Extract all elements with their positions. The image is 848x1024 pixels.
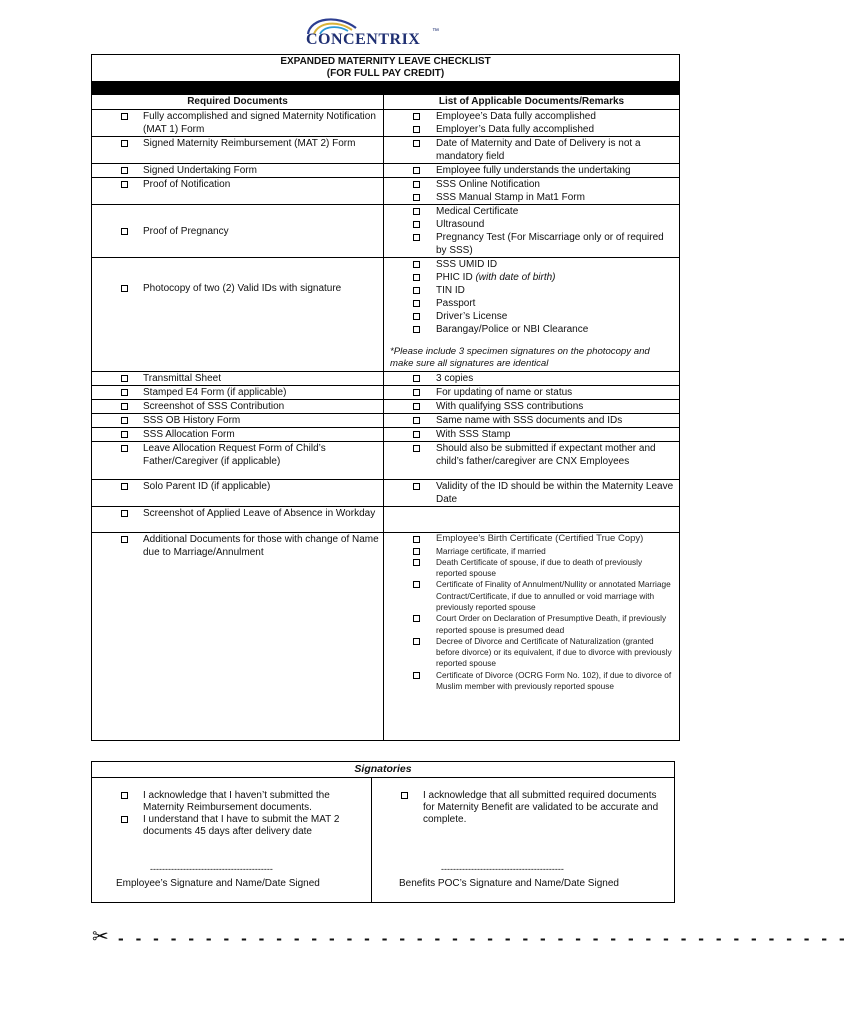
- required-doc-item: Proof of Pregnancy: [92, 225, 383, 238]
- header-required-documents: Required Documents: [92, 95, 384, 110]
- signature-note: *Please include 3 specimen signatures on the photocopy and make sure all signatures are identical: [390, 346, 650, 369]
- checkbox[interactable]: [413, 445, 420, 452]
- checkbox[interactable]: [121, 417, 128, 424]
- remarks-cell: [384, 110, 680, 137]
- checkbox[interactable]: [121, 403, 128, 410]
- checkbox[interactable]: [121, 445, 128, 452]
- checklist-title: [92, 55, 680, 82]
- checkbox[interactable]: [413, 672, 420, 679]
- checkbox[interactable]: [413, 221, 420, 228]
- table-row: [92, 110, 680, 137]
- table-row: [92, 442, 680, 480]
- table-row: [92, 400, 680, 414]
- checkbox[interactable]: [413, 389, 420, 396]
- employee-signature-section: [92, 778, 372, 902]
- title-row: [92, 55, 680, 82]
- phic-note: (with date of birth): [475, 272, 556, 283]
- checkbox[interactable]: [121, 113, 128, 120]
- remark-item: Employee’s Data fully accomplished: [384, 110, 679, 123]
- checkbox[interactable]: [121, 816, 128, 823]
- required-doc-cell: [92, 110, 384, 137]
- title-line-2: (FOR FULL PAY CREDIT): [326, 68, 445, 79]
- signatories-title: Signatories: [92, 762, 674, 778]
- table-row: [92, 507, 680, 533]
- table-row: [92, 372, 680, 386]
- employee-ack-mat2: I understand that I have to submit the MAT 2 documents 45 days after delivery date: [143, 814, 368, 838]
- checkbox[interactable]: [413, 431, 420, 438]
- required-doc-item: Stamped E4 Form (if applicable): [92, 386, 383, 399]
- checkbox[interactable]: [413, 194, 420, 201]
- checkbox[interactable]: [121, 792, 128, 799]
- employee-signature-label: Employee’s Signature and Name/Date Signed: [116, 878, 320, 889]
- logo-trademark: ™: [432, 28, 439, 35]
- cut-line: [92, 924, 848, 952]
- remark-item: Certificate of Finality of Annulment/Nullity or annotated Marriage Contract/Certificate, if due to annulled or void marriage with previously reported spouse: [384, 579, 679, 613]
- header-applicable-documents: List of Applicable Documents/Remarks: [384, 95, 680, 110]
- checkbox[interactable]: [121, 228, 128, 235]
- required-doc-item: Signed Maternity Reimbursement (MAT 2) Form: [92, 137, 383, 150]
- table-row: [92, 137, 680, 164]
- remark-item: Court Order on Declaration of Presumptive Death, if previously reported spouse is presumed dead: [384, 613, 679, 636]
- benefits-poc-signature-section: [372, 778, 674, 902]
- employee-signature-line[interactable]: -----------------------------------------: [150, 864, 273, 874]
- checkbox[interactable]: [121, 536, 128, 543]
- checkbox[interactable]: [413, 548, 420, 555]
- remark-item: With qualifying SSS contributions: [384, 400, 679, 413]
- table-row: [92, 428, 680, 442]
- employee-ack-reimbursement: I acknowledge that I haven’t submitted the Maternity Reimbursement documents.: [143, 790, 368, 814]
- remark-item: For updating of name or status: [384, 386, 679, 399]
- checkbox[interactable]: [413, 581, 420, 588]
- remark-item: Driver’s License: [384, 310, 679, 323]
- concentrix-logo: [300, 12, 450, 48]
- required-doc-item: Transmittal Sheet: [92, 372, 383, 385]
- required-doc-item: SSS OB History Form: [92, 414, 383, 427]
- checklist-table: [91, 54, 680, 741]
- signatories-box: [91, 761, 675, 903]
- required-doc-item: Screenshot of Applied Leave of Absence in Workday: [92, 507, 383, 520]
- poc-signature-line[interactable]: -----------------------------------------: [441, 864, 564, 874]
- checkbox[interactable]: [413, 559, 420, 566]
- checkbox[interactable]: [121, 510, 128, 517]
- remark-item: Decree of Divorce and Certificate of Naturalization (granted before divorce) or its equivalent, if due to divorce with previously reported spouse: [384, 636, 679, 670]
- remark-item: Medical Certificate: [384, 205, 679, 218]
- checkbox[interactable]: [121, 389, 128, 396]
- checkbox[interactable]: [413, 113, 420, 120]
- required-doc-item: SSS Allocation Form: [92, 428, 383, 441]
- poc-ack-validated: I acknowledge that all submitted required documents for Maternity Benefit are validated to be accurate and complete.: [423, 790, 668, 826]
- checkbox[interactable]: [121, 483, 128, 490]
- required-doc-item: Signed Undertaking Form: [92, 164, 383, 177]
- required-doc-item: Screenshot of SSS Contribution: [92, 400, 383, 413]
- remark-item: 3 copies: [384, 372, 679, 385]
- remark-item: Certificate of Divorce (OCRG Form No. 102), if due to divorce of Muslim member with previously reported spouse: [384, 670, 679, 693]
- checkbox[interactable]: [401, 792, 408, 799]
- checkbox[interactable]: [413, 403, 420, 410]
- table-row: [92, 414, 680, 428]
- remark-item: Should also be submitted if expectant mother and child’s father/caregiver are CNX Employees: [384, 442, 679, 468]
- checkbox[interactable]: [413, 287, 420, 294]
- checkbox[interactable]: [413, 300, 420, 307]
- scissors-icon: ✂: [92, 926, 109, 948]
- remark-item: SSS Manual Stamp in Mat1 Form: [384, 191, 679, 204]
- checkbox[interactable]: [121, 285, 128, 292]
- title-line-1: EXPANDED MATERNITY LEAVE CHECKLIST: [280, 56, 491, 67]
- remark-item: Validity of the ID should be within the Maternity Leave Date: [384, 480, 679, 506]
- checkbox[interactable]: [413, 126, 420, 133]
- checkbox[interactable]: [413, 234, 420, 241]
- remark-item: PHIC ID (with date of birth): [384, 271, 679, 284]
- checkbox[interactable]: [121, 140, 128, 147]
- remark-item: SSS Online Notification: [384, 178, 679, 191]
- remark-item: TIN ID: [384, 284, 679, 297]
- required-doc-item: Photocopy of two (2) Valid IDs with signature: [92, 282, 383, 295]
- remark-item: Ultrasound: [384, 218, 679, 231]
- remark-item: Employer’s Data fully accomplished: [384, 123, 679, 136]
- checkbox[interactable]: [413, 615, 420, 622]
- checkbox[interactable]: [413, 208, 420, 215]
- checkbox[interactable]: [121, 375, 128, 382]
- checkbox[interactable]: [413, 417, 420, 424]
- table-row: [92, 178, 680, 205]
- remark-item: Death Certificate of spouse, if due to death of previously reported spouse: [384, 557, 679, 580]
- checkbox[interactable]: [413, 167, 420, 174]
- empty-remarks-cell: [384, 507, 680, 533]
- checkbox[interactable]: [413, 536, 420, 543]
- checkbox[interactable]: [413, 326, 420, 333]
- remark-item: Marriage certificate, if married: [384, 546, 679, 557]
- checkbox[interactable]: [121, 181, 128, 188]
- required-doc-item: Solo Parent ID (if applicable): [92, 480, 383, 493]
- required-doc-item: Leave Allocation Request Form of Child’s Father/Caregiver (if applicable): [92, 442, 383, 468]
- remark-item: Passport: [384, 297, 679, 310]
- remark-item: Date of Maternity and Date of Delivery is not a mandatory field: [384, 137, 679, 163]
- table-row: [92, 386, 680, 400]
- checkbox[interactable]: [413, 483, 420, 490]
- remark-item: With SSS Stamp: [384, 428, 679, 441]
- checkbox[interactable]: [413, 313, 420, 320]
- black-bar-row: [92, 82, 680, 95]
- table-row: [92, 533, 680, 741]
- checkbox[interactable]: [413, 638, 420, 645]
- checkbox[interactable]: [413, 274, 420, 281]
- table-row: [92, 164, 680, 178]
- poc-signature-label: Benefits POC’s Signature and Name/Date Signed: [399, 878, 619, 889]
- checkbox[interactable]: [413, 181, 420, 188]
- checkbox[interactable]: [413, 261, 420, 268]
- table-row: [92, 205, 680, 258]
- remark-item: Same name with SSS documents and IDs: [384, 414, 679, 427]
- required-doc-item: Additional Documents for those with change of Name due to Marriage/Annulment: [92, 533, 383, 559]
- checkbox[interactable]: [121, 167, 128, 174]
- logo-text: CONCENTRIX: [306, 31, 421, 48]
- required-doc-item: Fully accomplished and signed Maternity Notification (MAT 1) Form: [92, 110, 383, 136]
- table-row: [92, 258, 680, 372]
- required-doc-item: Proof of Notification: [92, 178, 383, 191]
- checkbox[interactable]: [121, 431, 128, 438]
- remark-item: Employee’s Birth Certificate (Certified True Copy): [384, 533, 679, 546]
- checkbox[interactable]: [413, 375, 420, 382]
- header-row: [92, 95, 680, 110]
- remark-item: Barangay/Police or NBI Clearance: [384, 323, 679, 336]
- remark-item: Pregnancy Test (For Miscarriage only or of required by SSS): [384, 231, 679, 257]
- remark-item: Employee fully understands the undertaking: [384, 164, 679, 177]
- remark-item: SSS UMID ID: [384, 258, 679, 271]
- table-row: [92, 480, 680, 507]
- checkbox[interactable]: [413, 140, 420, 147]
- dashed-line: - - - - - - - - - - - - - - - - - - - - - - - - - - - - - - - - - - - - - - - - - -: [118, 929, 848, 948]
